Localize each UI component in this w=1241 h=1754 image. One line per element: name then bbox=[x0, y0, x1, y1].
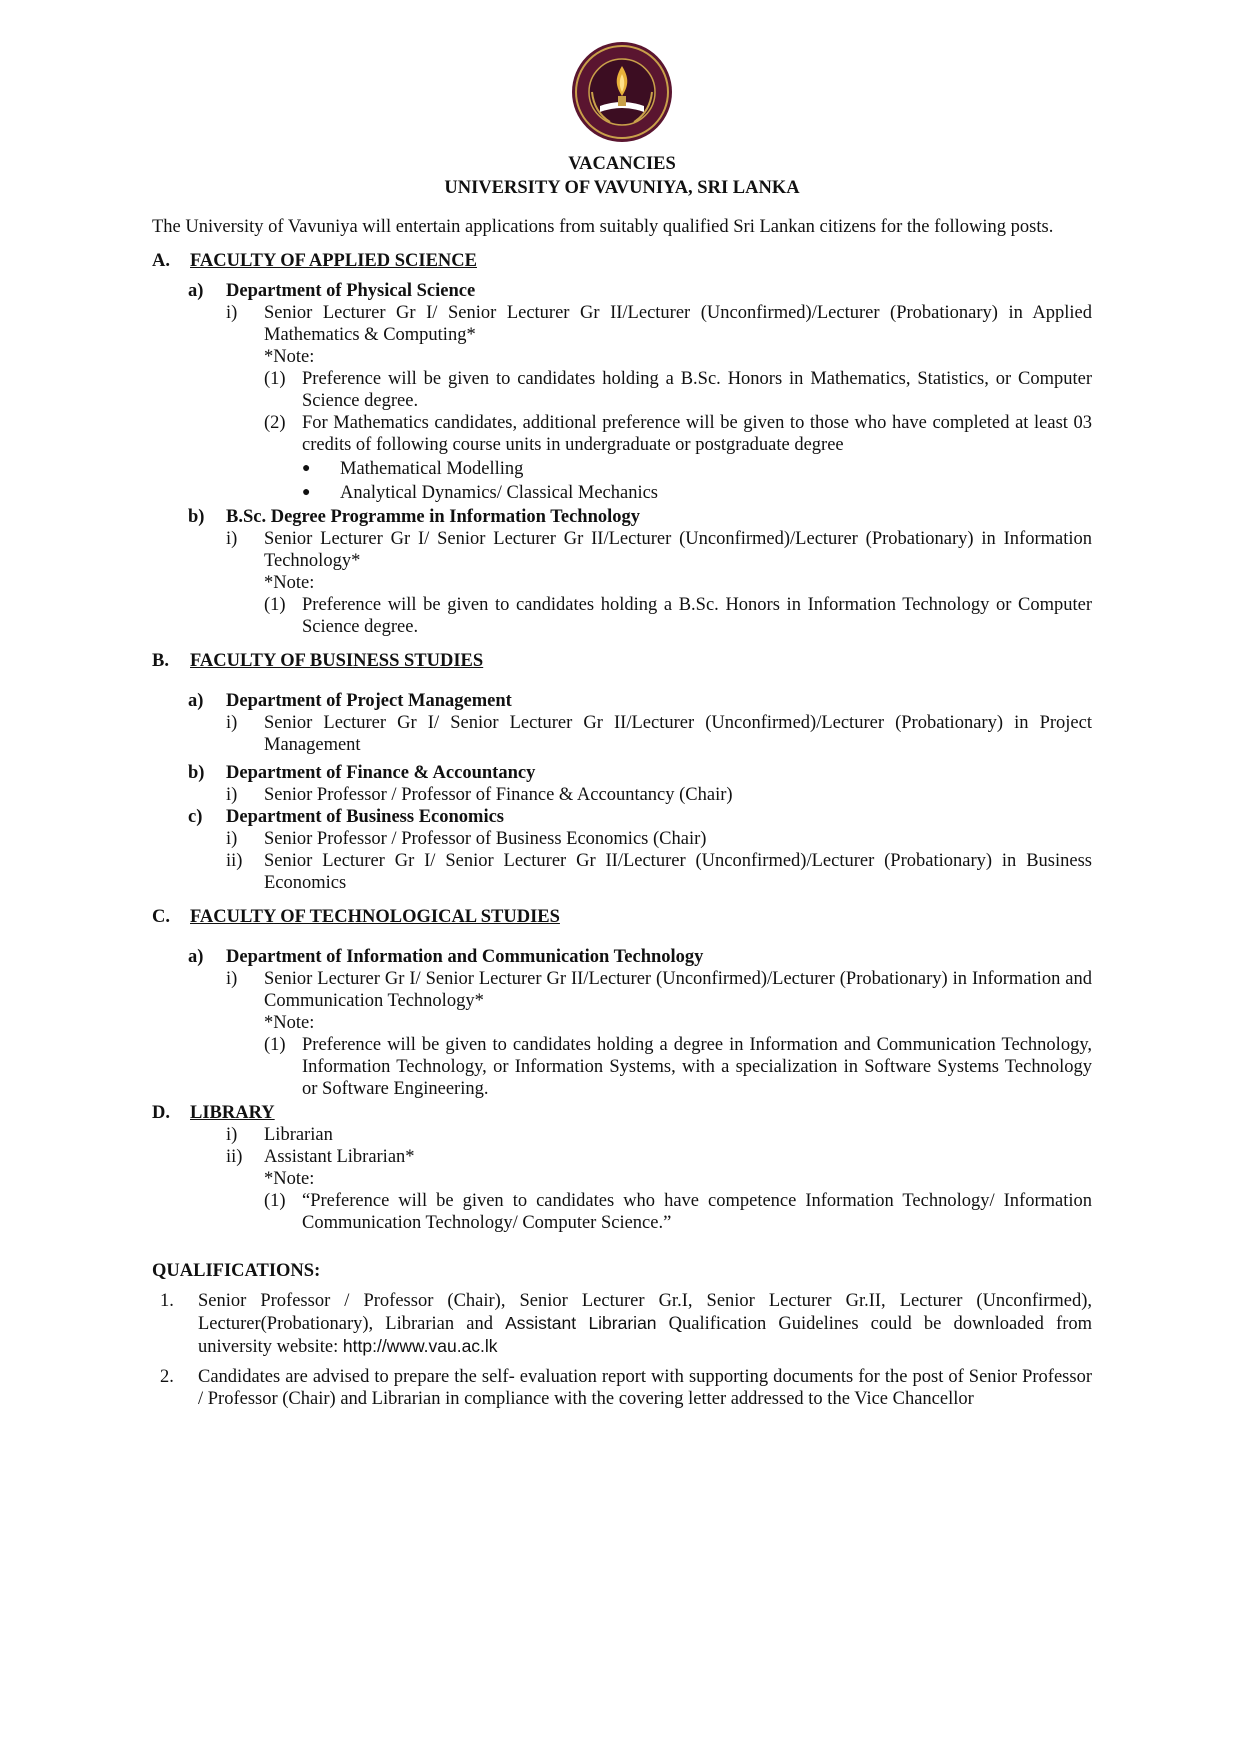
note-item bbox=[152, 412, 1092, 456]
bullet-text: Analytical Dynamics/ Classical Mechanics bbox=[340, 483, 659, 503]
dept-business-economics bbox=[152, 806, 1092, 828]
post-text: Senior Lecturer Gr I/ Senior Lecturer Gr II/Lecturer (Unconfirmed)/Lecturer (Probationary) in Applied Mathematics & Computing* bbox=[264, 303, 1092, 345]
qualification-label: 1. bbox=[160, 1291, 174, 1311]
section-library bbox=[152, 1102, 1092, 1124]
post-label: i) bbox=[226, 529, 238, 549]
note-label: (1) bbox=[264, 369, 286, 389]
qualifications-heading: QUALIFICATIONS: bbox=[152, 1261, 321, 1281]
dept-label: a) bbox=[188, 947, 204, 967]
note-label: (1) bbox=[264, 595, 286, 615]
post-text: Senior Lecturer Gr I/ Senior Lecturer Gr II/Lecturer (Unconfirmed)/Lecturer (Probationary) in Information and Communication Technology* bbox=[264, 969, 1092, 1011]
dept-physical-science bbox=[152, 280, 1092, 302]
post-text: Senior Lecturer Gr I/ Senior Lecturer Gr II/Lecturer (Unconfirmed)/Lecturer (Probationary) in Information Technology* bbox=[264, 529, 1092, 571]
note-text: Preference will be given to candidates holding a B.Sc. Honors in Information Technology or Computer Science degree. bbox=[302, 595, 1092, 637]
post-text: Librarian bbox=[264, 1125, 333, 1145]
section-label: B. bbox=[152, 651, 169, 671]
section-applied-science bbox=[152, 250, 1092, 272]
dept-title: Department of Project Management bbox=[226, 691, 512, 711]
note-text: Preference will be given to candidates holding a degree in Information and Communication Technology, Information Technology, or Information Systems, with a specialization in Software Systems Technology or Software Engineering. bbox=[302, 1035, 1092, 1099]
post-label: i) bbox=[226, 713, 238, 733]
post-item bbox=[152, 850, 1092, 894]
post-label: ii) bbox=[226, 851, 243, 871]
post-label: i) bbox=[226, 829, 238, 849]
bullet-icon: ● bbox=[302, 485, 311, 500]
note-text: Preference will be given to candidates holding a B.Sc. Honors in Mathematics, Statistics, or Computer Science degree. bbox=[302, 369, 1092, 411]
qualification-text: Candidates are advised to prepare the self- evaluation report with supporting documents for the post of Senior Professor / Professor (Chair) and Librarian in compliance with the covering letter addressed to the Vice Chancellor bbox=[198, 1367, 1092, 1409]
bullet-item bbox=[152, 458, 1092, 480]
note-item bbox=[152, 1190, 1092, 1234]
dept-title: B.Sc. Degree Programme in Information Technology bbox=[226, 507, 640, 527]
bullet-text: Mathematical Modelling bbox=[340, 459, 524, 479]
post-item bbox=[152, 1124, 1092, 1146]
post-text: Senior Lecturer Gr I/ Senior Lecturer Gr II/Lecturer (Unconfirmed)/Lecturer (Probationary) in Project Management bbox=[264, 713, 1092, 755]
post-item bbox=[152, 1146, 1092, 1168]
note-text: For Mathematics candidates, additional preference will be given to those who have completed at least 03 credits of following course units in undergraduate or postgraduate degree bbox=[302, 413, 1092, 455]
note-text: “Preference will be given to candidates who have competence Information Technology/ Information Communication Technology/ Computer Science.” bbox=[302, 1191, 1092, 1233]
section-title: FACULTY OF BUSINESS STUDIES bbox=[190, 651, 484, 671]
bullet-item bbox=[152, 482, 1092, 504]
dept-label: b) bbox=[188, 763, 205, 783]
dept-finance-accountancy bbox=[152, 762, 1092, 784]
qualification-text: Senior Professor / Professor (Chair), Senior Lecturer Gr.I, Senior Lecturer Gr.II, Lecturer (Unconfirmed), Lecturer(Probationary), Librarian and bbox=[198, 1291, 1092, 1334]
dept-title: Department of Business Economics bbox=[226, 807, 505, 827]
dept-label: c) bbox=[188, 807, 203, 827]
section-title: FACULTY OF APPLIED SCIENCE bbox=[190, 251, 477, 271]
section-technological-studies bbox=[152, 906, 1092, 928]
section-title: LIBRARY bbox=[190, 1103, 275, 1123]
post-item bbox=[152, 528, 1092, 572]
post-item bbox=[152, 828, 1092, 850]
intro-paragraph: The University of Vavuniya will entertain applications from suitably qualified Sri Lankan citizens for the following posts. bbox=[152, 217, 1054, 237]
post-item bbox=[152, 968, 1092, 1012]
post-item bbox=[152, 302, 1092, 346]
note-title: *Note: bbox=[264, 347, 315, 367]
note-title: *Note: bbox=[264, 1013, 315, 1033]
post-label: i) bbox=[226, 303, 238, 323]
bullet-icon: ● bbox=[302, 461, 311, 476]
qualification-item bbox=[152, 1366, 1092, 1410]
dept-ict bbox=[152, 946, 1092, 968]
post-text: Assistant Librarian* bbox=[264, 1147, 415, 1167]
dept-bsc-it bbox=[152, 506, 1092, 528]
post-label: ii) bbox=[226, 1147, 243, 1167]
note-title: *Note: bbox=[264, 573, 315, 593]
post-label: i) bbox=[226, 969, 238, 989]
qualification-label: 2. bbox=[160, 1367, 174, 1387]
post-text: Senior Professor / Professor of Business Economics (Chair) bbox=[264, 829, 707, 849]
post-text: Senior Lecturer Gr I/ Senior Lecturer Gr II/Lecturer (Unconfirmed)/Lecturer (Probationary) in Business Economics bbox=[264, 851, 1092, 893]
dept-title: Department of Information and Communication Technology bbox=[226, 947, 704, 967]
section-label: C. bbox=[152, 907, 170, 927]
post-text: Senior Professor / Professor of Finance & Accountancy (Chair) bbox=[264, 785, 733, 805]
qualification-text: Qualification Guidelines could be downloaded from university website: bbox=[198, 1314, 1092, 1357]
note-label: (1) bbox=[264, 1191, 286, 1211]
note-item bbox=[152, 594, 1092, 638]
post-label: i) bbox=[226, 1125, 238, 1145]
university-website-link[interactable]: http://www.vau.ac.lk bbox=[342, 1336, 498, 1356]
dept-project-management bbox=[152, 690, 1092, 712]
dept-label: a) bbox=[188, 691, 204, 711]
note-label: (1) bbox=[264, 1035, 286, 1055]
document-page bbox=[152, 40, 1092, 1410]
page-subtitle: UNIVERSITY OF VAVUNIYA, SRI LANKA bbox=[444, 178, 800, 198]
note-item bbox=[152, 1034, 1092, 1100]
section-business-studies bbox=[152, 650, 1092, 672]
note-label: (2) bbox=[264, 413, 286, 433]
post-item bbox=[152, 784, 1092, 806]
dept-label: a) bbox=[188, 281, 204, 301]
page-title: VACANCIES bbox=[568, 154, 676, 174]
section-title: FACULTY OF TECHNOLOGICAL STUDIES bbox=[190, 907, 560, 927]
dept-title: Department of Physical Science bbox=[226, 281, 476, 301]
dept-title: Department of Finance & Accountancy bbox=[226, 763, 536, 783]
note-item bbox=[152, 368, 1092, 412]
post-label: i) bbox=[226, 785, 238, 805]
university-crest-icon bbox=[570, 40, 674, 144]
post-item bbox=[152, 712, 1092, 756]
section-label: D. bbox=[152, 1103, 170, 1123]
qualification-item bbox=[152, 1290, 1092, 1358]
qualification-text-highlight: Assistant Librarian bbox=[505, 1313, 657, 1333]
section-label: A. bbox=[152, 251, 170, 271]
note-title: *Note: bbox=[264, 1169, 315, 1189]
dept-label: b) bbox=[188, 507, 205, 527]
